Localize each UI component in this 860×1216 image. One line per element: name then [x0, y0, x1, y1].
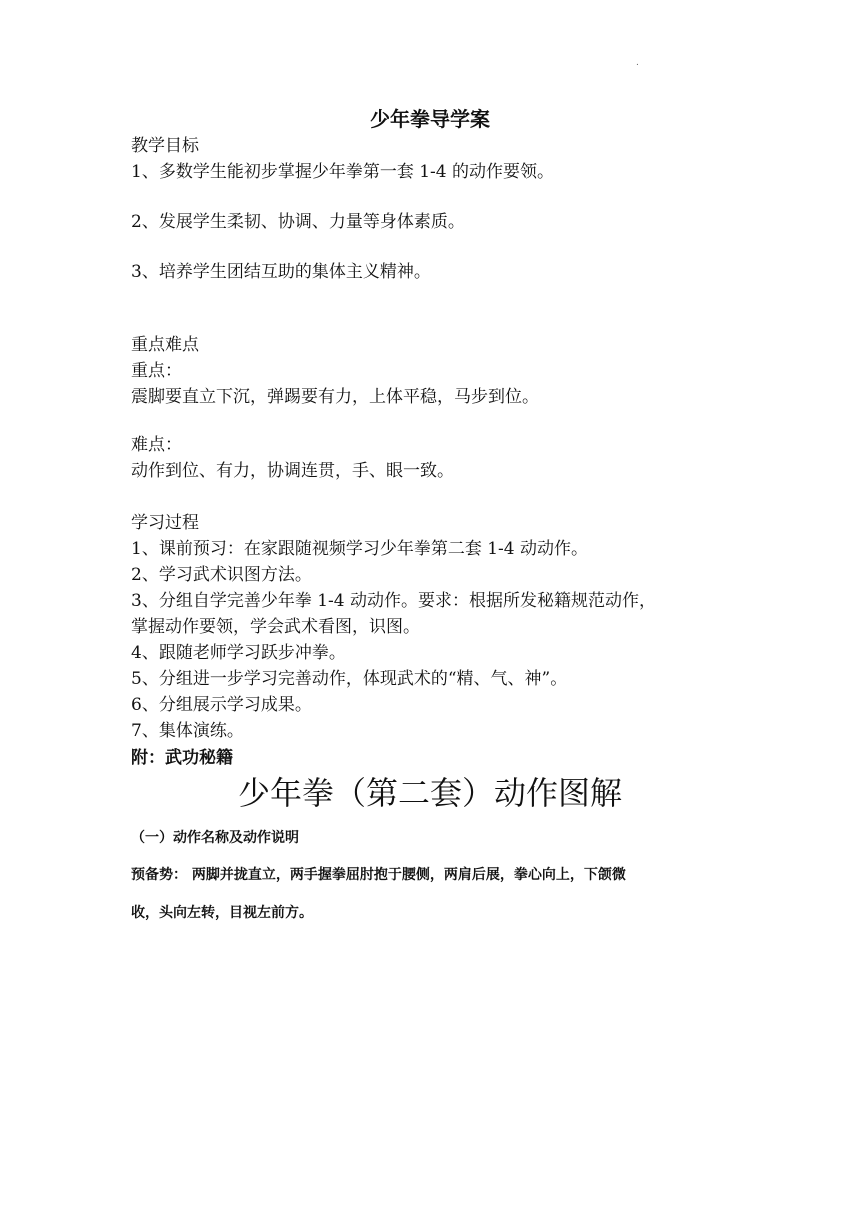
- process-item-1: 1、课前预习：在家跟随视频学习少年拳第二套 1-4 动动作。: [131, 539, 588, 559]
- key-points-heading: 重点难点: [131, 335, 199, 355]
- process-item-6: 6、分组展示学习成果。: [131, 695, 312, 715]
- key-point-text: 震脚要直立下沉，弹踢要有力，上体平稳，马步到位。: [131, 387, 539, 407]
- process-item-2: 2、学习武术识图方法。: [131, 565, 312, 585]
- process-item-3: 3、分组自学完善少年拳 1-4 动动作。要求：根据所发秘籍规范动作，: [131, 591, 656, 611]
- prep-stance-line-1: 预备势： 两脚并拢直立，两手握拳屈肘抱于腰侧，两肩后展，拳心向上，下颌微: [131, 867, 626, 883]
- section-heading: （一）动作名称及动作说明: [131, 830, 299, 846]
- process-item-5: 5、分组进一步学习完善动作，体现武术的“精、气、神”。: [131, 669, 568, 689]
- difficulty-label: 难点：: [131, 435, 182, 455]
- appendix-label: 附：武功秘籍: [131, 748, 233, 768]
- teaching-goal-item-2: 2、发展学生柔韧、协调、力量等身体素质。: [131, 212, 465, 232]
- teaching-goal-item-1: 1、多数学生能初步掌握少年拳第一套 1-4 的动作要领。: [131, 162, 554, 182]
- process-item-3-continued: 掌握动作要领，学会武术看图，识图。: [131, 617, 420, 637]
- teaching-goals-heading: 教学目标: [131, 136, 199, 156]
- process-item-4: 4、跟随老师学习跃步冲拳。: [131, 643, 346, 663]
- difficulty-text: 动作到位、有力，协调连贯，手、眼一致。: [131, 461, 454, 481]
- teaching-goal-item-3: 3、培养学生团结互助的集体主义精神。: [131, 262, 431, 282]
- page-title: 少年拳导学案: [370, 107, 490, 131]
- appendix-title: 少年拳（第二套）动作图解: [237, 774, 622, 812]
- key-point-label: 重点：: [131, 361, 182, 381]
- corner-mark: .: [636, 58, 639, 68]
- process-heading: 学习过程: [131, 513, 199, 533]
- prep-stance-line-2: 收，头向左转，目视左前方。: [131, 905, 313, 921]
- process-item-7: 7、集体演练。: [131, 721, 244, 741]
